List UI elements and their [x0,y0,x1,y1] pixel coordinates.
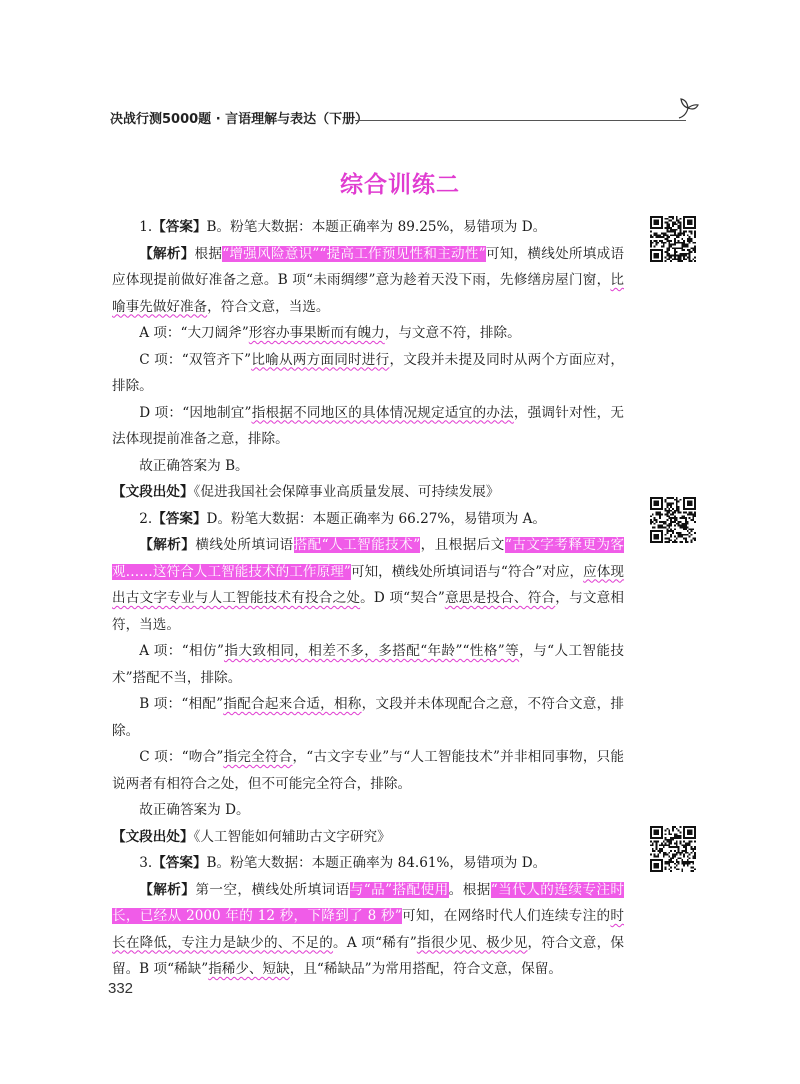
q1-option-d: D 项：“因地制宜”指根据不同地区的具体情况规定适宜的办法，强调针对性，无法体现提前准备之意，排除。 [112,404,625,447]
answer-explanations [112,214,624,983]
wavy-underline: 指大致相同，相差不多，多搭配“年龄”“性格”等 [223,643,520,659]
q1-analysis: 【解析】根据“增强风险意识”“提高工作预见性和主动性”可知，横线处所填成语应体现提前做好准备之意。B 项“未雨绸缪”意为趁着天没下雨，先修缮房屋门窗，比喻事先做好准备，符合文意，当选。 [112,245,625,315]
q2-analysis: 【解析】横线处所填词语搭配“人工智能技术”，且根据后文“古文字考释更为客观……这符合人工智能技术的工作原理”可知，横线处所填词语与“符合”对应，应体现出古文字专业与人工智能技术有投合之处。D 项“契合”意思是投合、符合，与文意相符，当选。 [112,537,625,633]
q2-option-c: C 项：“吻合”指完全符合，“古文字专业”与“人工智能技术”并非相同事物，只能说两者有相符合之处，但不可能完全符合，排除。 [112,749,625,792]
wavy-underline: 比喻事先做好准备 [112,272,624,315]
highlight: “增强风险意识”“提高工作预见性和主动性” [222,245,486,262]
qr-code-icon[interactable] [650,216,696,262]
qr-code-icon[interactable] [650,826,696,872]
q2-option-a: A 项：“相仿”指大致相同，相差不多，多搭配“年龄”“性格”等，与“人工智能技术”搭配不当，排除。 [112,643,624,686]
wavy-underline: 指稀少、短缺 [208,961,290,977]
highlight: 搭配“人工智能技术” [293,537,421,553]
book-title: 决战行测5000题 · 言语理解与表达（下册） [110,112,369,127]
highlight: “古文字考释更为客观……这符合人工智能技术的工作原理” [112,537,625,580]
highlight: 与“品”搭配使用 [349,881,449,898]
q1-answer: 1.【答案】B。粉笔大数据：本题正确率为 89.25%，易错项为 D。 [139,219,547,235]
wavy-underline: 指配合起来合适，相称 [223,696,362,712]
qr-code-icon[interactable] [650,497,696,543]
page-number: 332 [108,980,134,997]
header-rule [355,120,686,121]
wavy-underline: 应体现出古文字专业与人工智能技术有投合之处 [112,563,625,606]
q3-analysis: 【解析】第一空，横线处所填词语与“品”搭配使用。根据“当代人的连续专注时长，已经从 2000 年的 12 秒，下降到了 8 秒”可知，在网络时代人们连续专注的时长在降低，专注力是缺少的、不足的。A 项“稀有”指很少见、极少见，符合文意，保留。B 项“稀缺”指稀少、短缺，且“稀缺品”为常用搭配，符合文意，保留。 [112,881,625,977]
wavy-underline: 意思是投合、符合 [444,590,556,606]
highlight: “当代人的连续专注时长，已经从 2000 年的 12 秒，下降到了 8 秒” [112,881,625,924]
q2-source: 【文段出处】《人工智能如何辅助古文字研究》 [112,828,391,845]
q1-source: 【文段出处】《促进我国社会保障事业高质量发展、可持续发展》 [112,484,500,500]
section-title: 综合训练二 [340,172,460,198]
wavy-underline: 形容办事果断而有魄力 [248,325,385,341]
q1-final-answer: 故正确答案为 B。 [139,457,249,474]
q2-option-b: B 项：“相配”指配合起来合适，相称，文段并未体现配合之意，不符合文意，排除。 [112,696,625,739]
wavy-underline: 指根据不同地区的具体情况规定适宜的办法 [251,404,514,421]
q2-final-answer: 故正确答案为 D。 [139,802,250,818]
wavy-underline: 指很少见、极少见 [416,934,528,951]
wavy-underline: 指完全符合 [223,749,293,765]
running-header [110,108,700,130]
sprout-icon [676,94,700,120]
q1-option-a: A 项：“大刀阔斧”形容办事果断而有魄力，与文意不符，排除。 [139,325,521,341]
q2-answer: 2.【答案】D。粉笔大数据：本题正确率为 66.27%，易错项为 A。 [139,510,547,527]
q3-answer: 3.【答案】B。粉笔大数据：本题正确率为 84.61%，易错项为 D。 [139,855,547,871]
wavy-underline: 比喻从两方面同时进行 [251,351,390,368]
wavy-underline: 时长在降低，专注力是缺少的、不足的 [112,908,625,951]
q1-option-c: C 项：“双管齐下”比喻从两方面同时进行，文段并未提及同时从两个方面应对，排除。 [112,351,625,394]
